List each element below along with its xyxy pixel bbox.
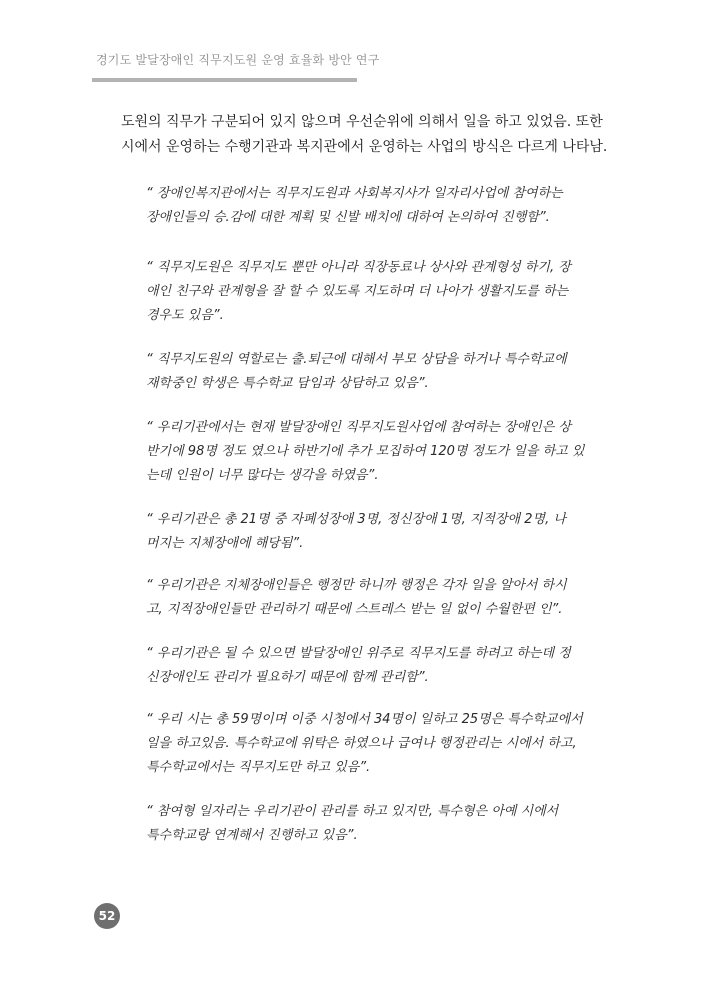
quote-block <box>146 574 596 622</box>
quote-line: 일을 하고있음. 특수학교에 위탁은 하였으나 급여나 행정관리는 시에서 하고, <box>146 736 577 751</box>
quote-block <box>146 348 596 396</box>
quote-block <box>146 256 596 328</box>
intro-line: 도원의 직무가 구분되어 있지 않으며 우선순위에 의해서 일을 하고 있었음. 또한 <box>121 114 603 130</box>
quote-block <box>146 642 596 690</box>
quote-line: “ 우리기관은 지체장애인들은 행정만 하니까 행정은 각자 일을 알아서 하시 <box>146 578 567 593</box>
quote-line: “ 우리기관은 총 21명 중 자폐성장애 3명, 정신장애 1명, 지적장애 2명, 나 <box>146 512 566 527</box>
quote-line: 재학중인 학생은 특수학교 담임과 상담하고 있음”. <box>146 376 429 391</box>
quote-line: 신장애인도 관리가 필요하기 때문에 함께 관리함”. <box>146 670 429 685</box>
quote-line: “ 참여형 일자리는 우리기관이 관리를 하고 있지만, 특수형은 아예 시에서 <box>146 804 559 819</box>
quote-line: 장애인들의 승.감에 대한 계획 및 신발 배치에 대하여 논의하여 진행함”. <box>146 210 550 225</box>
intro-paragraph <box>121 110 641 160</box>
header-rule <box>92 78 357 82</box>
quote-line: 특수학교에서는 직무지도만 하고 있음”. <box>146 760 371 775</box>
quote-line: 는데 인원이 너무 많다는 생각을 하였음”. <box>146 468 379 483</box>
quote-line: 특수학교랑 연계해서 진행하고 있음”. <box>146 828 358 843</box>
quote-line: 고, 지적장애인들만 관리하기 때문에 스트레스 받는 일 없이 수월한편 인”. <box>146 602 563 617</box>
quote-block <box>146 508 596 556</box>
quote-line: “ 우리 시는 총 59명이며 이중 시청에서 34명이 일하고 25명은 특수학교에서 <box>146 712 583 727</box>
quote-line: 반기에 98명 정도 였으나 하반기에 추가 모집하여 120명 정도가 일을 하고 있 <box>146 444 585 459</box>
quote-line: “ 장애인복지관에서는 직무지도원과 사회복지사가 일자리사업에 참여하는 <box>146 186 563 201</box>
quote-block <box>146 800 596 848</box>
quote-line: 애인 친구와 관계형을 잘 할 수 있도록 지도하며 더 나아가 생활지도를 하는 <box>146 284 569 299</box>
quote-line: “ 우리기관에서는 현재 발달장애인 직무지도원사업에 참여하는 장애인은 상 <box>146 420 571 435</box>
quote-block <box>146 416 596 488</box>
quote-line: “ 우리기관은 될 수 있으면 발달장애인 위주로 직무지도를 하려고 하는데 정 <box>146 646 571 661</box>
page-number-badge: 52 <box>94 903 120 929</box>
quote-line: 머지는 지체장애에 해당됨”. <box>146 536 304 551</box>
intro-line: 시에서 운영하는 수행기관과 복지관에서 운영하는 사업의 방식은 다르게 나타남. <box>121 139 608 155</box>
quote-block <box>146 182 596 230</box>
quote-line: 경우도 있음”. <box>146 308 224 323</box>
quote-line: “ 직무지도원의 역할로는 출.퇴근에 대해서 부모 상담을 하거나 특수학교에 <box>146 352 567 367</box>
running-header: 경기도 발달장애인 직무지도원 운영 효율화 방안 연구 <box>96 53 380 67</box>
quote-block <box>146 708 596 780</box>
quote-line: “ 직무지도원은 직무지도 뿐만 아니라 직장동료나 상사와 관계형성 하기, 장 <box>146 260 571 275</box>
